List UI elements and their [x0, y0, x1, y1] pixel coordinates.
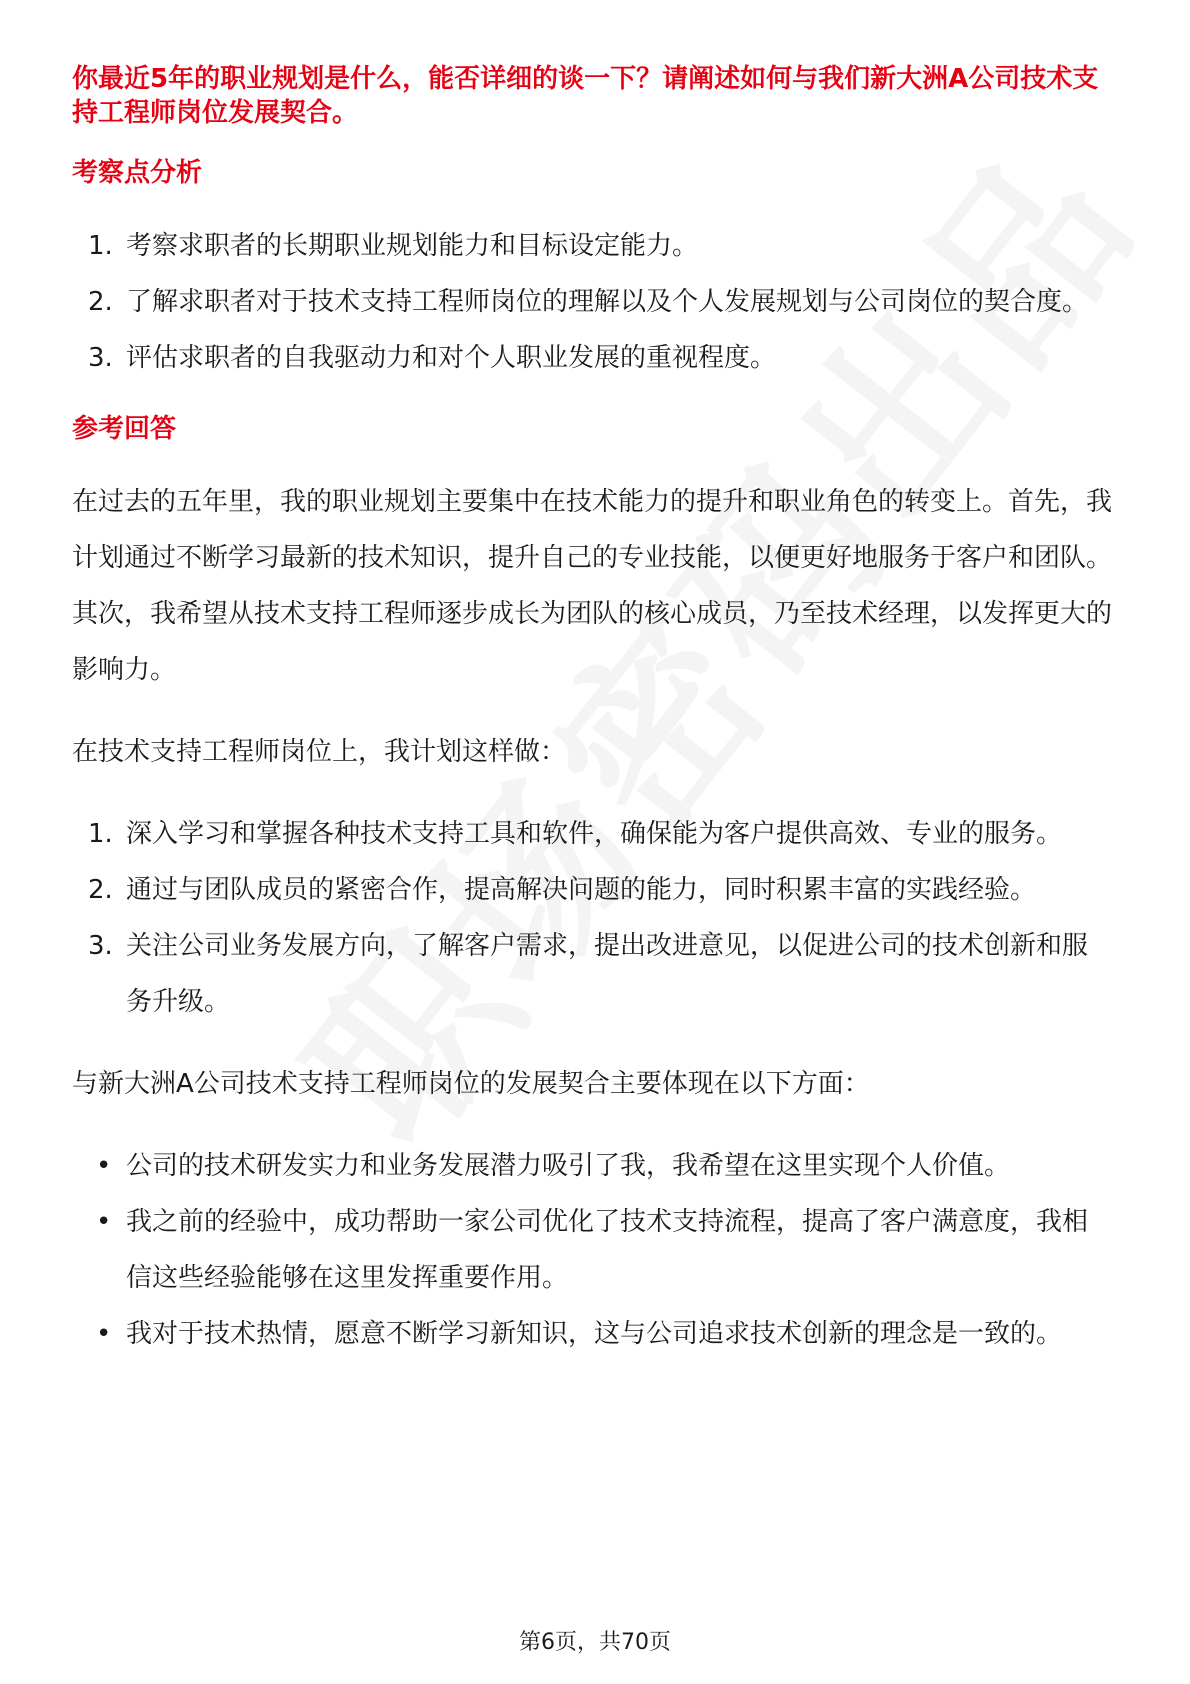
list-item-text: 通过与团队成员的紧密合作，提高解决问题的能力，同时积累丰富的实践经验。: [126, 875, 1037, 905]
list-item: [72, 274, 1112, 330]
answer-title: 参考回答: [72, 414, 177, 444]
analysis-list: [72, 218, 1112, 386]
list-number: 3.: [88, 931, 113, 961]
bullet-icon: •: [96, 1151, 112, 1181]
list-item-text: 深入学习和掌握各种技术支持工具和软件，确保能为客户提供高效、专业的服务。: [126, 819, 1063, 849]
list-item-text: 我之前的经验中，成功帮助一家公司优化了技术支持流程，提高了客户满意度，我相信这些经验能够在这里发挥重要作用。: [126, 1207, 1089, 1293]
list-item-text: 了解求职者对于技术支持工程师岗位的理解以及个人发展规划与公司岗位的契合度。: [126, 287, 1089, 317]
list-number: 3.: [88, 343, 113, 373]
list-item: [72, 1194, 1112, 1306]
list-item-text: 公司的技术研发实力和业务发展潜力吸引了我，我希望在这里实现个人价值。: [126, 1151, 1011, 1181]
question-heading: 你最近5年的职业规划是什么，能否详细的谈一下？请阐述如何与我们新大洲A公司技术支持工程师岗位发展契合。: [72, 64, 1099, 128]
answer-paragraph-intro: 在过去的五年里，我的职业规划主要集中在技术能力的提升和职业角色的转变上。首先，我计划通过不断学习最新的技术知识，提升自己的专业技能，以便更好地服务于客户和团队。其次，我希望从技术支持工程师逐步成长为团队的核心成员，乃至技术经理，以发挥更大的影响力。: [72, 487, 1113, 685]
page-footer: 第6页，共70页: [519, 1630, 671, 1655]
list-item-text: 考察求职者的长期职业规划能力和目标设定能力。: [126, 231, 699, 261]
list-item: [72, 330, 1112, 386]
list-item: [72, 918, 1112, 1030]
answer-paragraph-fit: 与新大洲A公司技术支持工程师岗位的发展契合主要体现在以下方面：: [72, 1069, 870, 1099]
list-item: [72, 1138, 1112, 1194]
list-number: 2.: [88, 287, 113, 317]
list-item-text: 我对于技术热情，愿意不断学习新知识，这与公司追求技术创新的理念是一致的。: [126, 1319, 1063, 1349]
list-item-text: 评估求职者的自我驱动力和对个人职业发展的重视程度。: [126, 343, 777, 373]
list-number: 1.: [88, 819, 113, 849]
list-item-text: 关注公司业务发展方向，了解客户需求，提出改进意见，以促进公司的技术创新和服务升级。: [126, 931, 1089, 1017]
list-item: [72, 1306, 1112, 1362]
list-item: [72, 218, 1112, 274]
document-page: [72, 62, 1112, 1388]
list-number: 1.: [88, 231, 113, 261]
analysis-title: 考察点分析: [72, 158, 203, 188]
answer-paragraph-plan: 在技术支持工程师岗位上，我计划这样做：: [72, 737, 567, 767]
bullet-icon: •: [96, 1207, 112, 1237]
plan-list: [72, 806, 1112, 1030]
list-number: 2.: [88, 875, 113, 905]
fit-list: [72, 1138, 1112, 1362]
list-item: [72, 806, 1112, 862]
bullet-icon: •: [96, 1319, 112, 1349]
list-item: [72, 862, 1112, 918]
